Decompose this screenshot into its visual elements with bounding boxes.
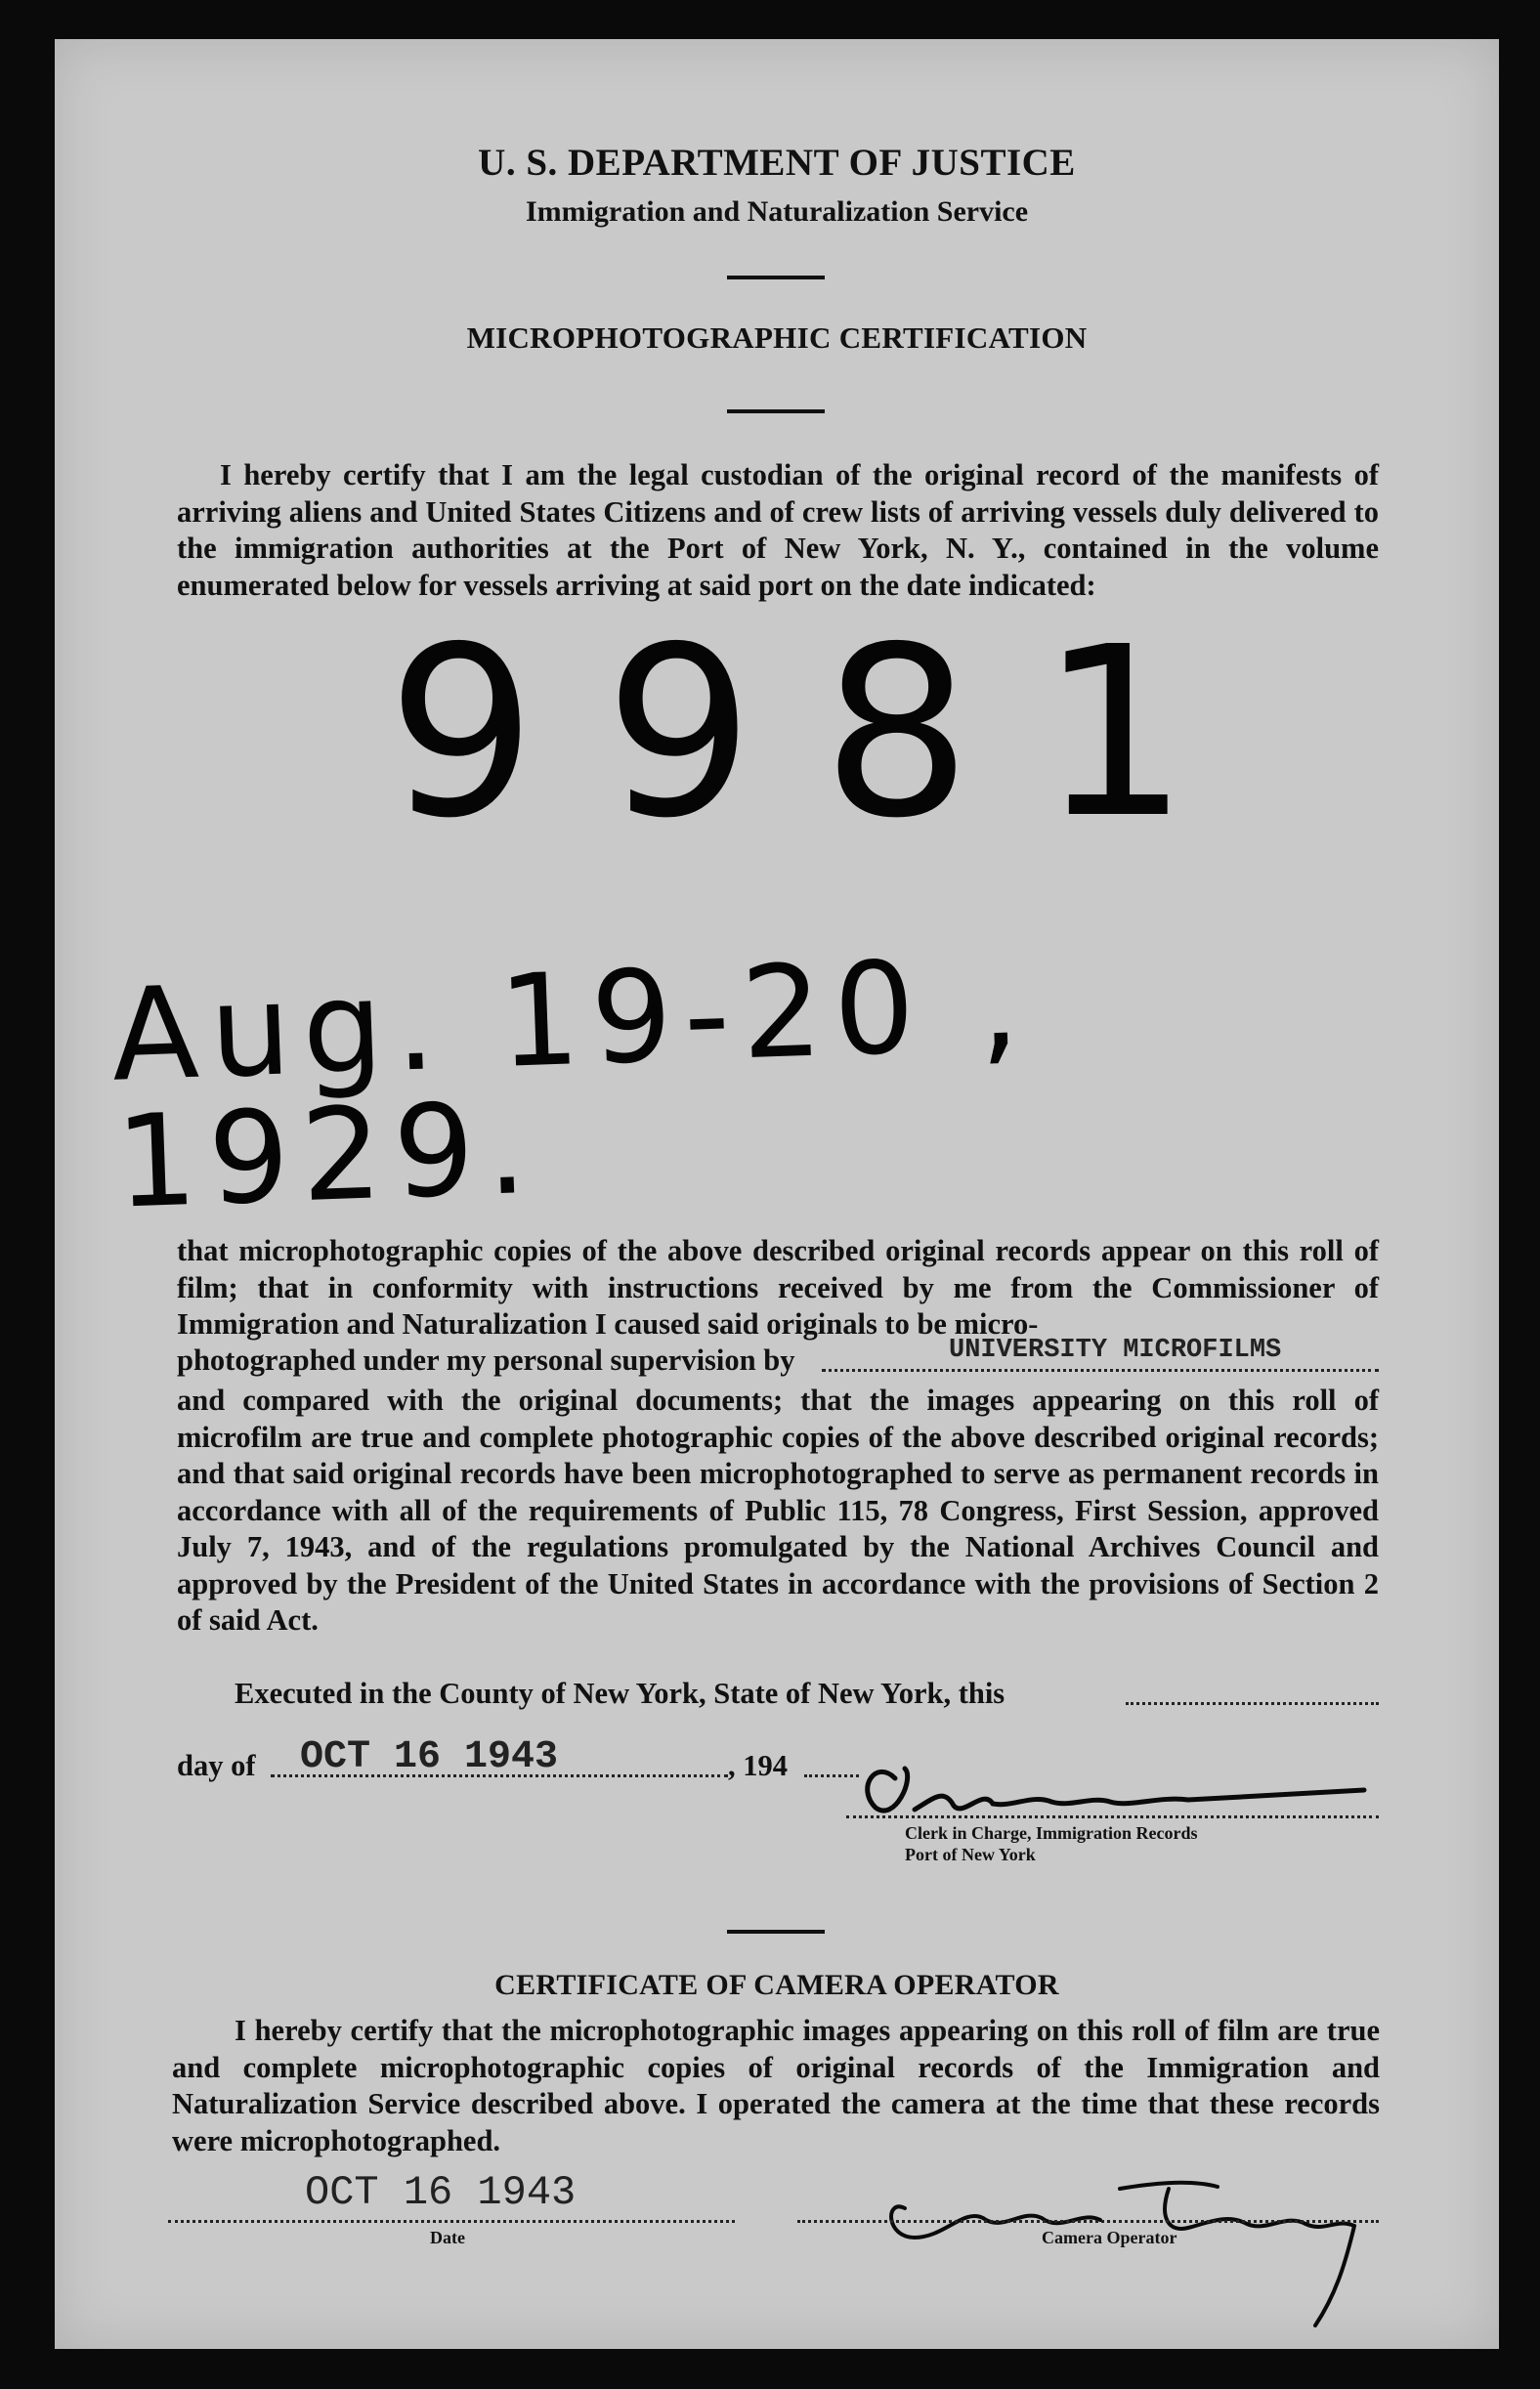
supervisor-stamp: UNIVERSITY MICROFILMS (949, 1336, 1282, 1365)
execution-date-stamp: OCT 16 1943 (300, 1735, 559, 1779)
divider-top (727, 276, 825, 279)
supervision-line (177, 1336, 1379, 1381)
document-sheet (55, 39, 1499, 2349)
department-title: U. S. DEPARTMENT OF JUSTICE (478, 142, 1076, 184)
certification-title: MICROPHOTOGRAPHIC CERTIFICATION (466, 320, 1088, 355)
camera-date-stamp: OCT 16 1943 (305, 2169, 577, 2216)
supervision-label: photographed under my personal supervision by (177, 1344, 795, 1377)
day-of-line (177, 1735, 861, 1788)
handwritten-volume-number: 9981 (387, 596, 1258, 870)
divider-bottom (727, 1930, 825, 1934)
executed-text: Executed in the County of New York, State of New York, this (235, 1677, 1005, 1710)
clerk-dotted-line (846, 1815, 1379, 1818)
operator-dotted-line (797, 2220, 1379, 2223)
executed-dotted-line (1126, 1702, 1379, 1705)
body-paragraph-1: that microphotographic copies of the above described original records appear on this roll of film; that in conformity with instructions received by me from the Commissioner of Immigration and Naturalization I caused said originals to be micro- (177, 1234, 1379, 1341)
year-prefix: , 194 (728, 1749, 788, 1782)
body-paragraph-2: and compared with the original documents; that the images appearing on this roll of microfilm are true and complete photographic copies of the above described original records; and that said original records have been microphotographed to serve as permanent records in accordance with all of the requirements of Public 115, 78 Congress, First Session, approved July 7, 1943, and of the regulations promulgated by the National Archives Council and approved by the President of the United States in accordance with the provisions of Section 2 of said Act. (177, 1384, 1379, 1637)
camera-operator-label: Camera Operator (1042, 2228, 1177, 2247)
handwritten-date-range: Aug. 19-20 , 1929. (108, 928, 1034, 1237)
camera-operator-paragraph: I hereby certify that the microphotographic images appearing on this roll of film are true and complete microphotographic copies of original records of the Immigration and Naturalization Service described above. I operated the camera at the time that these records were microphotographed. (172, 2014, 1380, 2157)
divider-title (727, 409, 825, 413)
date-block (168, 2169, 735, 2267)
clerk-title-2: Port of New York (905, 1845, 1036, 1864)
intro-paragraph: I hereby certify that I am the legal custodian of the original record of the manifests of arriving aliens and United States Citizens and of crew lists of arriving vessels duly delivered to the immigration authorities at the Port of New York, N. Y., contained in the volume enumerated below for vessels arriving at said port on the date indicated: (177, 458, 1379, 602)
supervision-dotted-line (822, 1369, 1379, 1372)
service-subtitle: Immigration and Naturalization Service (525, 195, 1029, 228)
day-of-label: day of (177, 1749, 256, 1782)
camera-operator-heading: CERTIFICATE OF CAMERA OPERATOR (494, 1969, 1059, 2001)
date-label: Date (430, 2228, 465, 2247)
clerk-title-1: Clerk in Charge, Immigration Records (905, 1823, 1198, 1843)
executed-line (235, 1677, 1379, 1716)
date-dotted-line (168, 2220, 735, 2223)
